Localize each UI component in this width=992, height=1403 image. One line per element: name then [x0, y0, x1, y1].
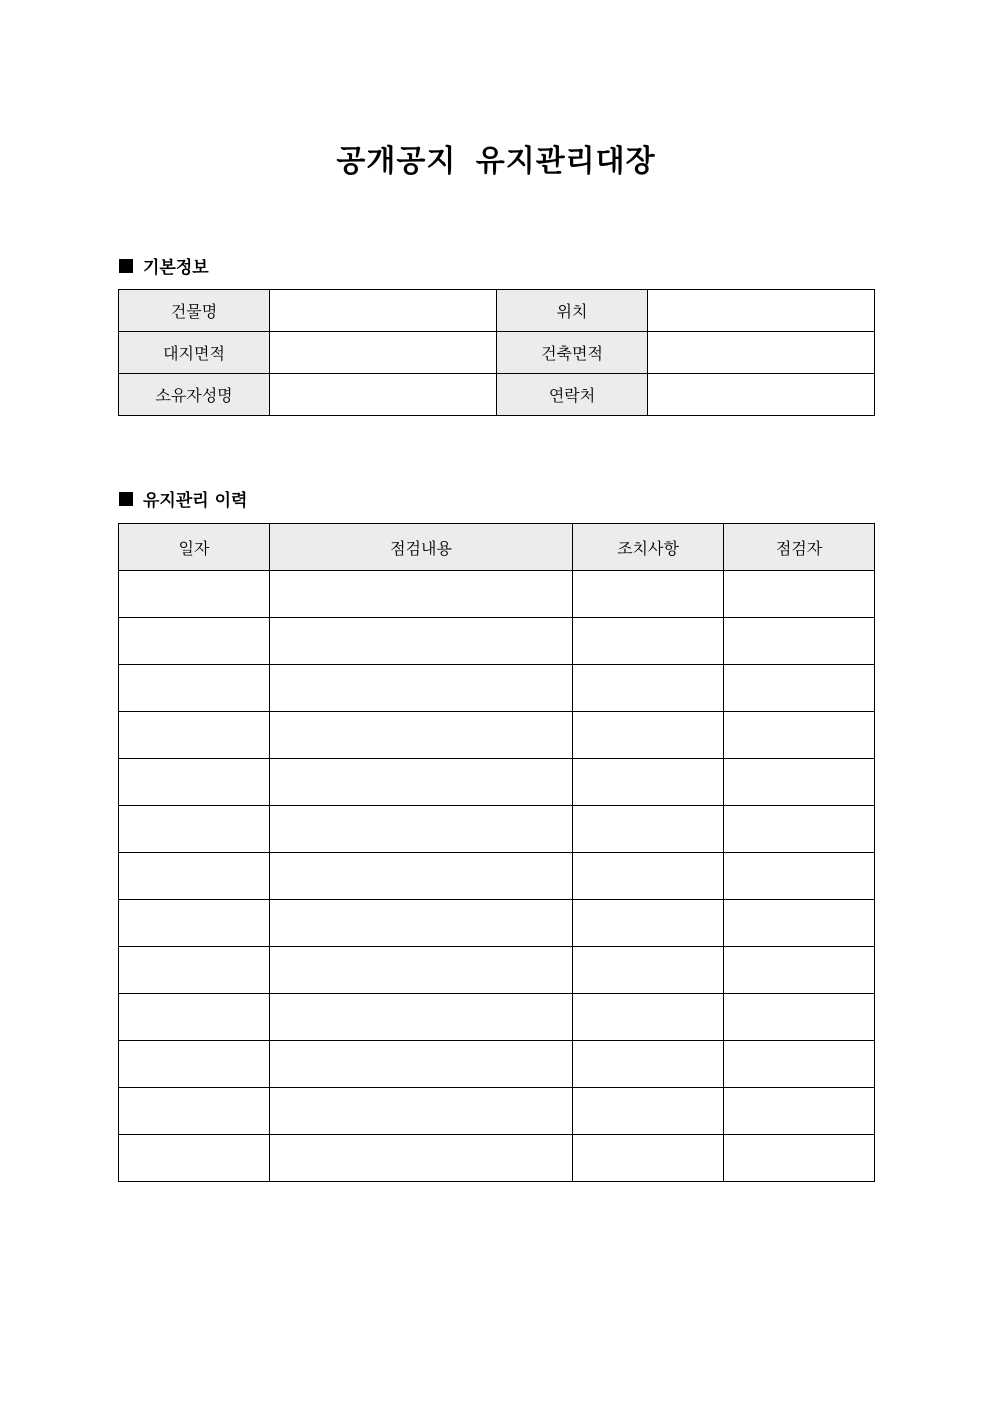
inspector-cell[interactable] — [724, 806, 875, 853]
action-cell[interactable] — [573, 571, 724, 618]
inspector-cell[interactable] — [724, 665, 875, 712]
date-cell[interactable] — [119, 1088, 270, 1135]
inspection-cell[interactable] — [270, 1135, 573, 1182]
table-header-row — [119, 524, 875, 571]
inspection-cell[interactable] — [270, 618, 573, 665]
action-cell[interactable] — [573, 994, 724, 1041]
table-row — [119, 618, 875, 665]
contact-field[interactable] — [648, 374, 875, 416]
date-cell[interactable] — [119, 571, 270, 618]
inspection-cell[interactable] — [270, 759, 573, 806]
column-header-inspection: 점검내용 — [270, 524, 573, 571]
square-bullet-icon — [119, 259, 133, 273]
column-header-inspector: 점검자 — [724, 524, 875, 571]
contact-label: 연락처 — [497, 374, 648, 416]
action-cell[interactable] — [573, 712, 724, 759]
basic-info-heading-text: 기본정보 — [143, 258, 209, 278]
action-cell[interactable] — [573, 1088, 724, 1135]
inspection-cell[interactable] — [270, 900, 573, 947]
square-bullet-icon — [119, 492, 133, 506]
building-name-label: 건물명 — [119, 290, 270, 332]
building-name-field[interactable] — [270, 290, 497, 332]
table-row — [119, 947, 875, 994]
table-row — [119, 712, 875, 759]
inspection-cell[interactable] — [270, 712, 573, 759]
table-row — [119, 900, 875, 947]
inspection-cell[interactable] — [270, 947, 573, 994]
owner-name-label: 소유자성명 — [119, 374, 270, 416]
inspector-cell[interactable] — [724, 571, 875, 618]
date-cell[interactable] — [119, 853, 270, 900]
date-cell[interactable] — [119, 1135, 270, 1182]
inspector-cell[interactable] — [724, 759, 875, 806]
basic-info-table — [118, 289, 875, 416]
table-row — [119, 374, 875, 416]
action-cell[interactable] — [573, 618, 724, 665]
action-cell[interactable] — [573, 900, 724, 947]
column-header-date: 일자 — [119, 524, 270, 571]
table-row — [119, 759, 875, 806]
basic-info-heading — [119, 253, 209, 278]
date-cell[interactable] — [119, 947, 270, 994]
history-heading-text: 유지관리 이력 — [143, 491, 248, 511]
table-row — [119, 1088, 875, 1135]
site-area-field[interactable] — [270, 332, 497, 374]
action-cell[interactable] — [573, 759, 724, 806]
site-area-label: 대지면적 — [119, 332, 270, 374]
date-cell[interactable] — [119, 1041, 270, 1088]
action-cell[interactable] — [573, 665, 724, 712]
history-table-body — [119, 571, 875, 1182]
location-field[interactable] — [648, 290, 875, 332]
inspection-cell[interactable] — [270, 806, 573, 853]
inspection-cell[interactable] — [270, 665, 573, 712]
action-cell[interactable] — [573, 1135, 724, 1182]
date-cell[interactable] — [119, 618, 270, 665]
inspector-cell[interactable] — [724, 618, 875, 665]
action-cell[interactable] — [573, 1041, 724, 1088]
action-cell[interactable] — [573, 947, 724, 994]
inspection-cell[interactable] — [270, 571, 573, 618]
action-cell[interactable] — [573, 853, 724, 900]
table-row — [119, 571, 875, 618]
owner-name-field[interactable] — [270, 374, 497, 416]
table-row — [119, 1135, 875, 1182]
history-heading — [119, 486, 247, 511]
date-cell[interactable] — [119, 665, 270, 712]
building-area-label: 건축면적 — [497, 332, 648, 374]
page-title: 공개공지 유지관리대장 — [336, 144, 656, 179]
table-row — [119, 1041, 875, 1088]
column-header-action: 조치사항 — [573, 524, 724, 571]
date-cell[interactable] — [119, 759, 270, 806]
action-cell[interactable] — [573, 806, 724, 853]
inspection-cell[interactable] — [270, 994, 573, 1041]
table-row — [119, 994, 875, 1041]
maintenance-history-table — [118, 523, 875, 1182]
date-cell[interactable] — [119, 994, 270, 1041]
inspector-cell[interactable] — [724, 1135, 875, 1182]
table-row — [119, 332, 875, 374]
table-row — [119, 853, 875, 900]
table-row — [119, 806, 875, 853]
date-cell[interactable] — [119, 712, 270, 759]
inspector-cell[interactable] — [724, 900, 875, 947]
inspection-cell[interactable] — [270, 853, 573, 900]
table-row — [119, 665, 875, 712]
inspector-cell[interactable] — [724, 1041, 875, 1088]
inspector-cell[interactable] — [724, 994, 875, 1041]
table-row — [119, 290, 875, 332]
inspection-cell[interactable] — [270, 1041, 573, 1088]
inspector-cell[interactable] — [724, 947, 875, 994]
inspection-cell[interactable] — [270, 1088, 573, 1135]
inspector-cell[interactable] — [724, 853, 875, 900]
date-cell[interactable] — [119, 900, 270, 947]
inspector-cell[interactable] — [724, 712, 875, 759]
inspector-cell[interactable] — [724, 1088, 875, 1135]
location-label: 위치 — [497, 290, 648, 332]
date-cell[interactable] — [119, 806, 270, 853]
building-area-field[interactable] — [648, 332, 875, 374]
